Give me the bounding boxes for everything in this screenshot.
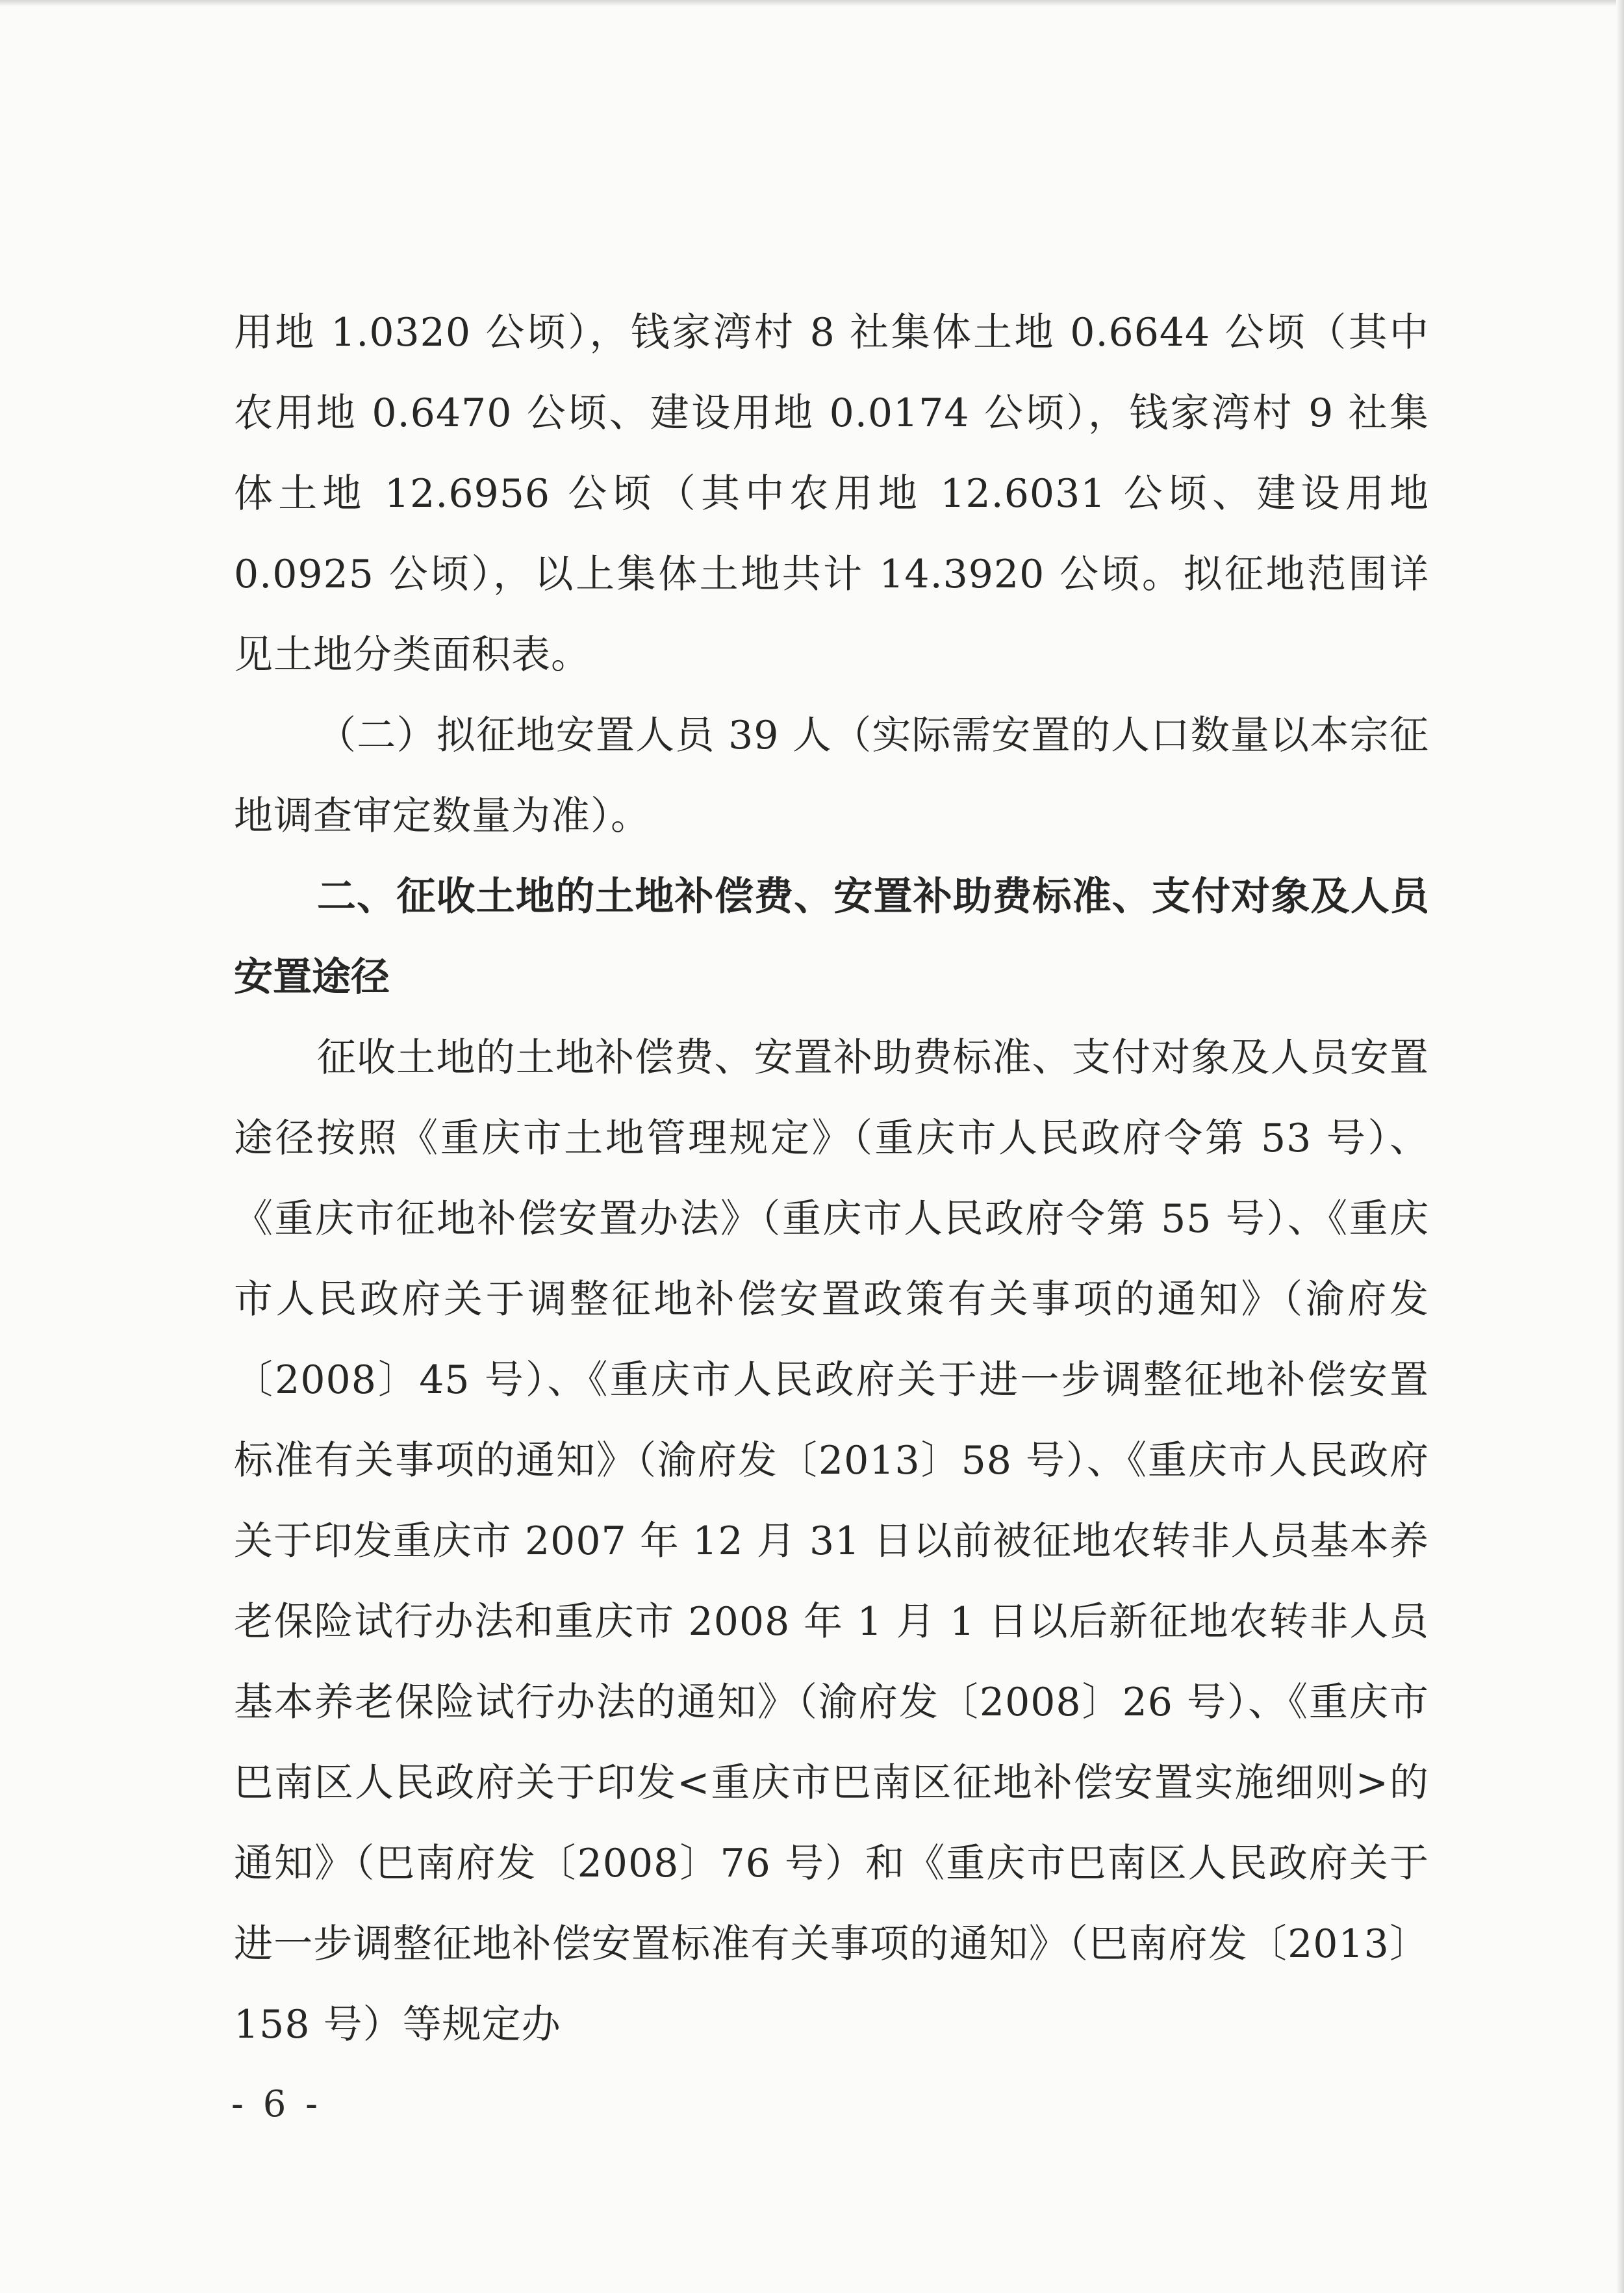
paragraph-land-area-continuation: 用地 1.0320 公顷），钱家湾村 8 社集体土地 0.6644 公顷（其中农用地 0.6470 公顷、建设用地 0.0174 公顷），钱家湾村 9 社集体土地 12.6956 公顷（其中农用地 12.6031 公顷、建设用地 0.0925 公顷），以上集体土地共计 14.3920 公顷。拟征地范围详见土地分类面积表。 — [234, 310, 1429, 678]
page-number: - 6 - — [231, 2083, 322, 2125]
section-heading-compensation: 二、征收土地的土地补偿费、安置补助费标准、支付对象及人员安置途径 — [234, 874, 1429, 1000]
paragraph-compensation-basis: 征收土地的土地补偿费、安置补助费标准、支付对象及人员安置途径按照《重庆市土地管理规定》（重庆市人民政府令第 53 号）、《重庆市征地补偿安置办法》（重庆市人民政府令第 55 号）、《重庆市人民政府关于调整征地补偿安置政策有关事项的通知》（渝府发〔2008〕45 号）、《重庆市人民政府关于进一步调整征地补偿安置标准有关事项的通知》（渝府发〔2013〕58 号）、《重庆市人民政府关于印发重庆市 2007 年 12 月 31 日以前被征地农转非人员基本养老保险试行办法和重庆市 2008 年 1 月 1 日以后新征地农转非人员基本养老保险试行办法的通知》（渝府发〔2008〕26 号）、《重庆市巴南区人民政府关于印发<重庆市巴南区征地补偿安置实施细则>的通知》（巴南府发〔2008〕76 号）和《重庆市巴南区人民政府关于进一步调整征地补偿安置标准有关事项的通知》（巴南府发〔2013〕158 号）等规定办 — [234, 1035, 1429, 2047]
scan-edge-top — [0, 0, 1624, 6]
document-body — [234, 292, 1429, 2065]
scan-edge-right — [1616, 0, 1624, 2293]
paragraph-resettlement-count: （二）拟征地安置人员 39 人（实际需安置的人口数量以本宗征地调查审定数量为准）。 — [234, 713, 1429, 839]
